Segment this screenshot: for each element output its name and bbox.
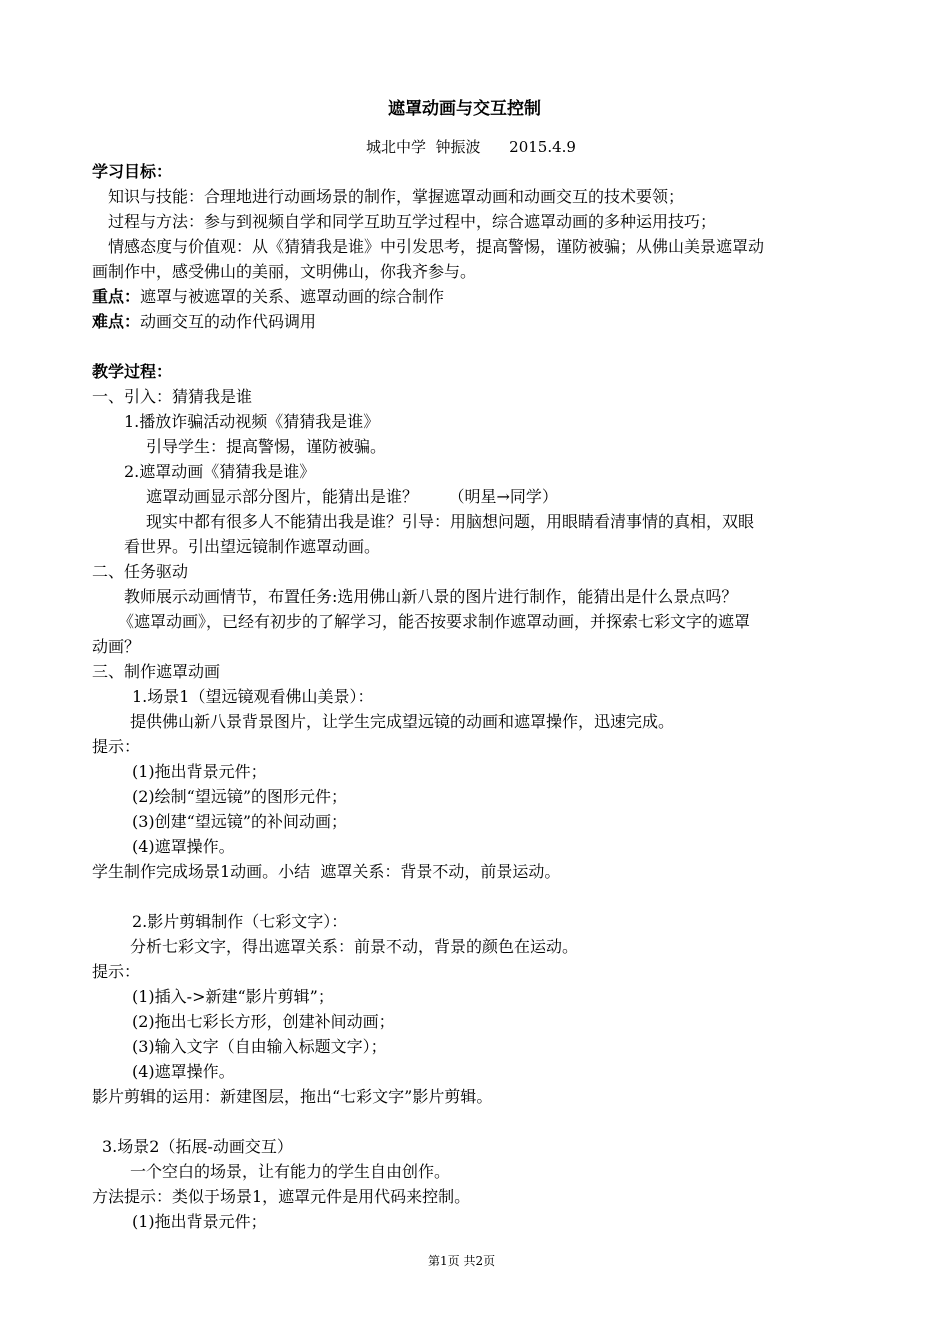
process-line: 3.场景2（拓展-动画交互） [102,1137,293,1156]
process-line: 一、引入：猜猜我是谁 [92,387,253,406]
process-line: (2)拖出七彩长方形，创建补间动画； [132,1012,395,1031]
process-line: 动画？ [92,637,141,656]
process-line: 引导学生：提高警惕，谨防被骗。 [146,437,387,456]
process-heading: 教学过程： [92,362,173,381]
document-title: 遮罩动画与交互控制 [388,99,541,119]
process-line: 提示： [92,962,141,981]
process-line: 《遮罩动画》，已经有初步的了解学习，能否按要求制作遮罩动画，并探索七彩文字的遮罩 [118,612,751,631]
process-line: (1)插入->新建“影片剪辑”； [132,987,334,1006]
process-line: (1)拖出背景元件； [132,1212,267,1231]
process-line: (3)输入文字（自由输入标题文字）； [132,1037,387,1056]
difficulty-text: 动画交互的动作代码调用 [140,312,317,331]
process-line: 方法提示：类似于场景1，遮罩元件是用代码来控制。 [92,1187,471,1206]
process-line: 学生制作完成场景1动画。小结 遮罩关系：背景不动，前景运动。 [92,862,561,881]
objective-attitude-cont: 画制作中，感受佛山的美丽，文明佛山，你我齐参与。 [92,262,477,281]
process-line: (1)拖出背景元件； [132,762,267,781]
process-line: 1.场景1（望远镜观看佛山美景）： [132,687,374,706]
process-line: 一个空白的场景，让有能力的学生自由创作。 [130,1162,451,1181]
process-line: (3)创建“望远镜”的补间动画； [132,812,348,831]
process-line: 看世界。引出望远镜制作遮罩动画。 [124,537,381,556]
process-line: 教师展示动画情节，布置任务:选用佛山新八景的图片进行制作，能猜出是什么景点吗？ [124,587,738,606]
page-footer: 第1页 共2页 [428,1254,496,1268]
process-line: 提供佛山新八景背景图片，让学生完成望远镜的动画和遮罩操作，迅速完成。 [130,712,675,731]
process-line: (2)绘制“望远镜”的图形元件； [132,787,348,806]
objective-process: 过程与方法：参与到视频自学和同学互助互学过程中，综合遮罩动画的多种运用技巧； [108,212,717,231]
process-line: 三、制作遮罩动画 [92,662,221,681]
process-line: 1.播放诈骗活动视频《猜猜我是谁》 [124,412,380,431]
process-line: 分析七彩文字，得出遮罩关系：前景不动，背景的颜色在运动。 [130,937,579,956]
process-line: 提示： [92,737,141,756]
author-date-line: 城北中学 钟振波 2015.4.9 [366,138,576,156]
key-point-label: 重点： [92,287,141,306]
process-line: (4)遮罩操作。 [132,1062,235,1081]
key-point-text: 遮罩与被遮罩的关系、遮罩动画的综合制作 [140,287,445,306]
process-line: 现实中都有很多人不能猜出我是谁？引导：用脑想问题，用眼睛看清事情的真相，双眼 [146,512,755,531]
process-line: 2.影片剪辑制作（七彩文字）： [132,912,348,931]
difficulty [92,311,316,333]
objectives-heading: 学习目标： [92,162,173,181]
process-line: (4)遮罩操作。 [132,837,235,856]
difficulty-label: 难点： [92,312,141,331]
process-line: 遮罩动画显示部分图片，能猜出是谁？ （明星→同学） [146,487,558,506]
process-line: 影片剪辑的运用：新建图层，拖出“七彩文字”影片剪辑。 [92,1087,493,1106]
objective-attitude: 情感态度与价值观：从《猜猜我是谁》中引发思考，提高警惕，谨防被骗；从佛山美景遮罩动 [108,237,765,256]
process-line: 2.遮罩动画《猜猜我是谁》 [124,462,316,481]
objective-knowledge: 知识与技能：合理地进行动画场景的制作，掌握遮罩动画和动画交互的技术要领； [108,187,685,206]
key-point [92,286,444,308]
process-line: 二、任务驱动 [92,562,189,581]
